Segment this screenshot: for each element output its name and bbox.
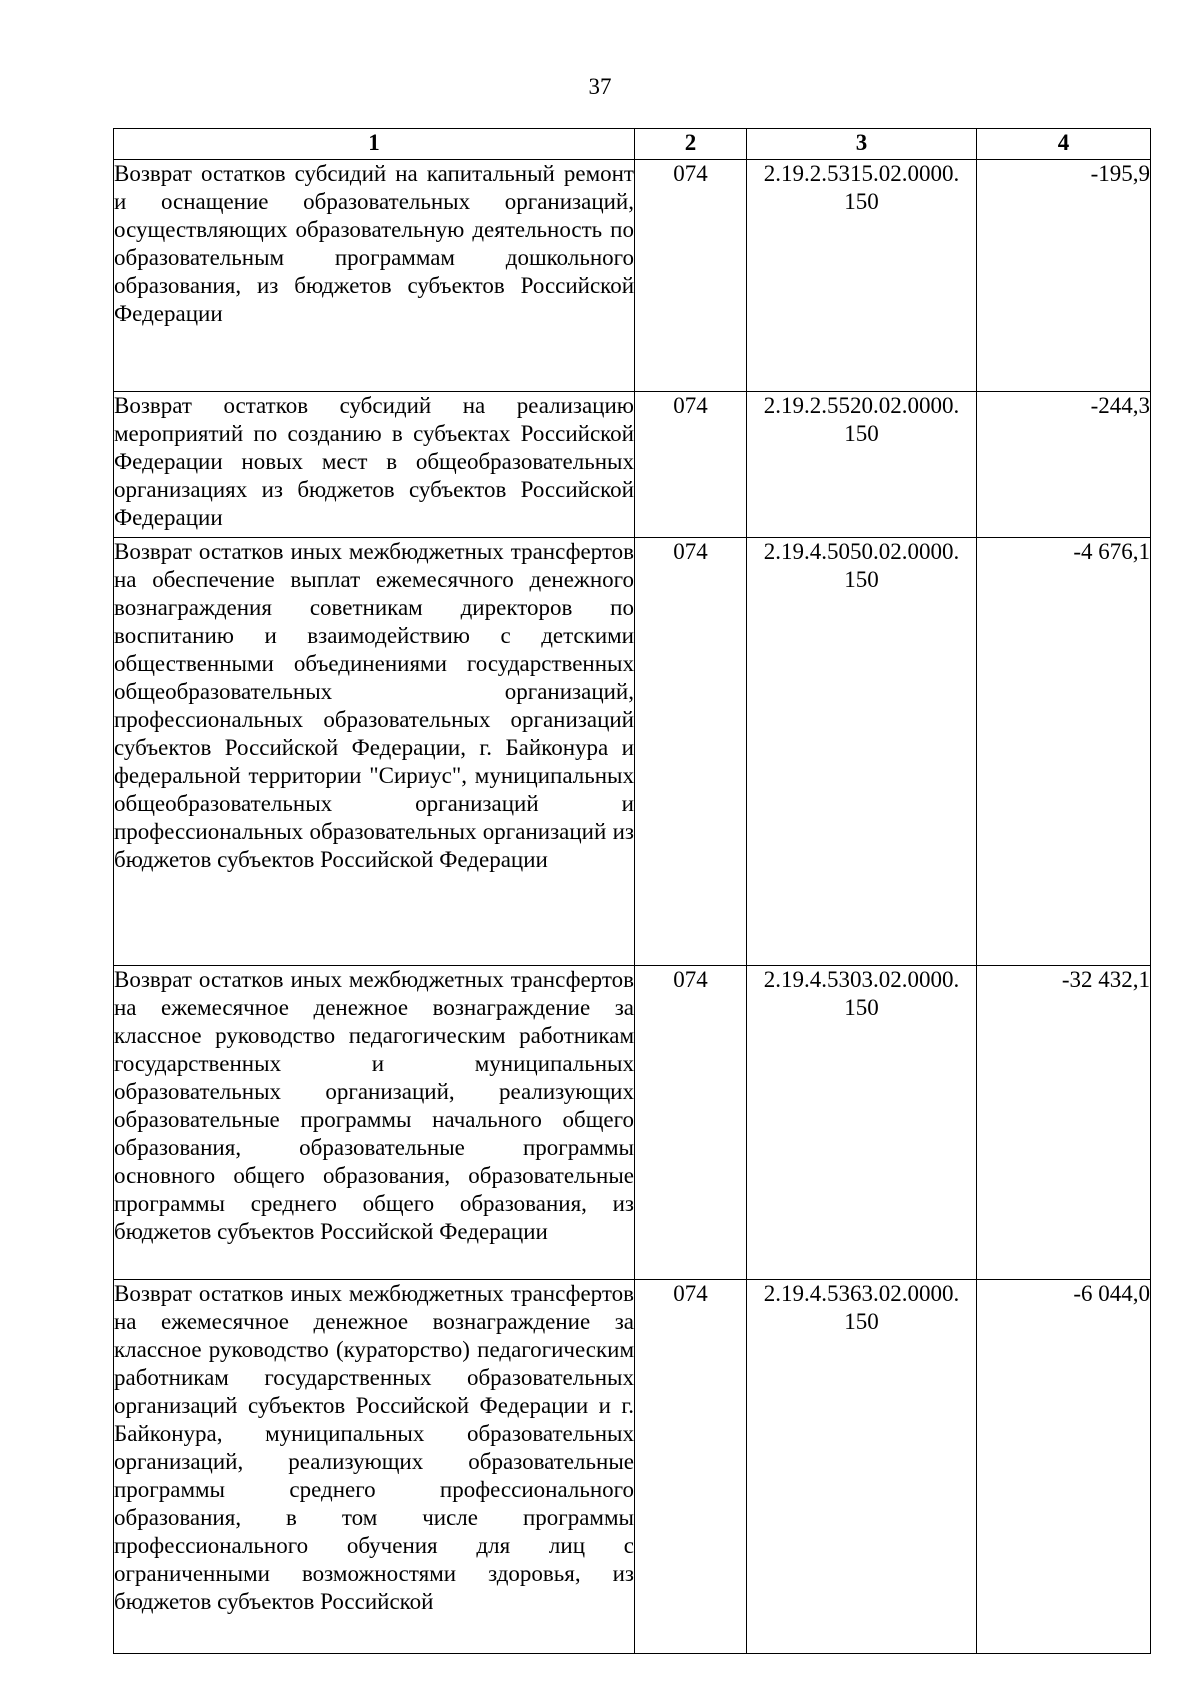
row-budget-code [747, 966, 977, 1280]
header-col-1: 1 [114, 129, 635, 160]
page-number: 37 [588, 74, 612, 99]
row-admin-code: 074 [635, 538, 747, 966]
row-admin-code: 074 [635, 160, 747, 392]
budget-code-suffix: 150 [844, 1309, 879, 1334]
row-admin-code: 074 [635, 1280, 747, 1654]
row-amount: -32 432,1 [977, 966, 1151, 1280]
budget-code-main: 2.19.2.5520.02.0000. [763, 393, 960, 418]
table-header-row [114, 129, 1151, 160]
header-col-3: 3 [747, 129, 977, 160]
table-row [114, 538, 1151, 966]
row-description: Возврат остатков субсидий на реализацию мероприятий по созданию в субъектах Российской Федерации новых мест в общеобразовательных организациях из бюджетов субъектов Российской Федерации [114, 392, 635, 538]
row-budget-code [747, 1280, 977, 1654]
budget-code-main: 2.19.4.5363.02.0000. [763, 1281, 960, 1306]
row-admin-code: 074 [635, 392, 747, 538]
row-description: Возврат остатков иных межбюджетных трансфертов на ежемесячное денежное вознаграждение за классное руководство (кураторство) педагогическим работникам государственных образовательных организаций субъектов Российской Федерации и г. Байконура, муниципальных образовательных организаций, реализующих образовательные программы среднего профессионального образования, в том числе программы профессионального обучения для лиц с ограниченными возможностями здоровья, из бюджетов субъектов Российской [114, 1280, 635, 1654]
budget-code-main: 2.19.2.5315.02.0000. [763, 161, 960, 186]
budget-code-main: 2.19.4.5050.02.0000. [763, 539, 960, 564]
table-row [114, 392, 1151, 538]
row-admin-code: 074 [635, 966, 747, 1280]
table-row [114, 160, 1151, 392]
table-row [114, 1280, 1151, 1654]
budget-return-table [113, 128, 1151, 1654]
row-amount: -244,3 [977, 392, 1151, 538]
row-budget-code [747, 538, 977, 966]
row-description: Возврат остатков иных межбюджетных трансфертов на ежемесячное денежное вознаграждение за классное руководство педагогическим работникам государственных и муниципальных образовательных организаций, реализующих образовательные программы начального общего образования, образовательные программы основного общего образования, образовательные программы среднего общего образования, из бюджетов субъектов Российской Федерации [114, 966, 635, 1280]
budget-code-suffix: 150 [844, 995, 879, 1020]
row-description: Возврат остатков субсидий на капитальный ремонт и оснащение образовательных организаций, осуществляющих образовательную деятельность по образовательным программам дошкольного образования, из бюджетов субъектов Российской Федерации [114, 160, 635, 392]
header-col-4: 4 [977, 129, 1151, 160]
row-amount: -4 676,1 [977, 538, 1151, 966]
row-budget-code [747, 160, 977, 392]
budget-code-suffix: 150 [844, 189, 879, 214]
row-description: Возврат остатков иных межбюджетных трансфертов на обеспечение выплат ежемесячного денежного вознаграждения советникам директоров по воспитанию и взаимодействию с детскими общественными объединениями государственных общеобразовательных организаций, профессиональных образовательных организаций субъектов Российской Федерации, г. Байконура и федеральной территории "Сириус", муниципальных общеобразовательных организаций и профессиональных образовательных организаций из бюджетов субъектов Российской Федерации [114, 538, 635, 966]
budget-code-main: 2.19.4.5303.02.0000. [763, 967, 960, 992]
header-col-2: 2 [635, 129, 747, 160]
row-amount: -195,9 [977, 160, 1151, 392]
budget-code-suffix: 150 [844, 421, 879, 446]
table-row [114, 966, 1151, 1280]
row-amount: -6 044,0 [977, 1280, 1151, 1654]
row-budget-code [747, 392, 977, 538]
budget-code-suffix: 150 [844, 567, 879, 592]
